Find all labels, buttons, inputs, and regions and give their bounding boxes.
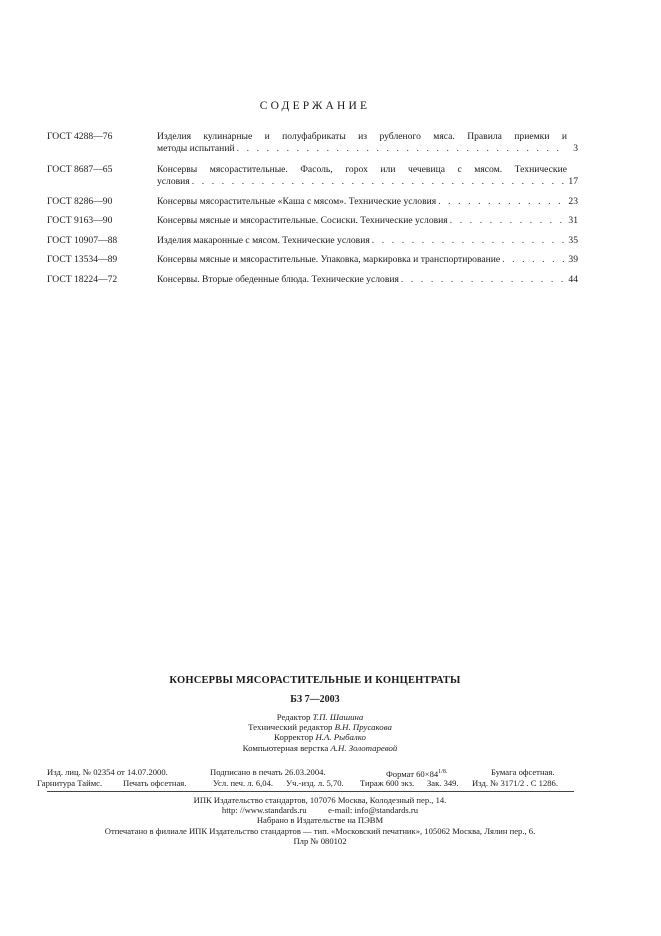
toc-code: ГОСТ 10907—88 [47, 235, 118, 246]
toc-page-number: 17 [568, 176, 578, 187]
credit-tech-editor: Технический редактор В.Н. Прусакова [248, 722, 392, 733]
contents-heading: СОДЕРЖАНИЕ [259, 100, 371, 112]
toc-title: Изделия кулинарные и полуфабрикаты из рубленого мяса. Правила приемки и методы испытаний . . . [157, 131, 567, 155]
toc-code: ГОСТ 8286—90 [47, 196, 113, 207]
toc-page-number: 39 [568, 254, 578, 265]
pub-sheets: Уч.-изд. л. 5,70. [286, 777, 344, 788]
toc-page-number: 35 [568, 235, 578, 246]
credit-proofreader: Корректор Н.А. Рыбалко [274, 732, 366, 743]
toc-code: ГОСТ 4288—76 [47, 131, 113, 142]
divider [47, 791, 574, 792]
publisher-contacts [0, 805, 640, 815]
license: Изд. лиц. № 02354 от 14.07.2000. [47, 767, 168, 777]
print-type: Печать офсетная. [123, 777, 187, 788]
typeface: Гарнитура Таймс. [37, 777, 103, 788]
toc-title: Консервы мясные и мясорастительные. Упаковка, маркировка и транспортирование . . . [157, 254, 567, 266]
toc-page-number: 44 [568, 274, 578, 285]
staff-credits [200, 712, 440, 753]
print-run: Тираж 600 экз. [360, 777, 415, 788]
website-link[interactable]: http: //www.standards.ru [221, 805, 307, 816]
toc-page-number: 3 [573, 143, 578, 154]
paper: Бумага офсетная. [491, 767, 555, 777]
email-link[interactable]: e-mail: info@standards.ru [328, 805, 419, 816]
publication-info [37, 767, 574, 788]
toc-code: ГОСТ 18224—72 [47, 274, 118, 285]
credit-layout: Компьютерная верстка А.Н. Золотаревой [242, 742, 398, 753]
typeset-note: Набрано в Издательстве на ПЭВМ [256, 815, 384, 826]
toc-title: Консервы мясорастительные «Каша с мясом». Технические условия . . . [157, 196, 567, 208]
order-number: Зак. 349. [427, 777, 459, 788]
publisher-address: ИПК Издательство стандартов, 107076 Москва, Колодезный пер., 14. [193, 795, 447, 805]
edition-number: Изд. № 3171/2 . С 1286. [472, 777, 558, 788]
credit-editor: Редактор Т.П. Шашина [276, 712, 364, 722]
toc-page-number: 23 [568, 196, 578, 207]
toc-code: ГОСТ 13534—89 [47, 254, 118, 265]
collection-code: БЗ 7—2003 [290, 694, 340, 705]
toc-title: Консервы мясные и мясорастительные. Сосиски. Технические условия . . . [157, 215, 567, 227]
printer-info: Отпечатано в филиале ИПК Издательство стандартов — тип. «Московский печатник», 105062 Москва, Лялин пер., 6. [104, 825, 536, 836]
toc-title: Консервы мясорастительные. Фасоль, горох или чечевица с мясом. Технические условия . . . [157, 164, 567, 188]
toc-code: ГОСТ 8687—65 [47, 164, 113, 175]
toc-title: Консервы. Вторые обеденные блюда. Технические условия . . . [157, 274, 567, 286]
license-number: Плр № 080102 [293, 835, 347, 846]
sheets: Усл. печ. л. 6,04. [213, 777, 274, 788]
toc-title: Изделия макаронные с мясом. Технические условия . . . [157, 235, 567, 247]
publisher-footer [0, 795, 640, 846]
toc-page-number: 31 [568, 215, 578, 226]
format: Формат $60\times 84^{1/8.}$ [386, 768, 448, 779]
signed-date: Подписано в печать 26.03.2004. [210, 767, 326, 777]
toc-code: ГОСТ 9163—90 [47, 215, 113, 226]
collection-title: КОНСЕРВЫ МЯСОРАСТИТЕЛЬНЫЕ И КОНЦЕНТРАТЫ [169, 675, 461, 686]
